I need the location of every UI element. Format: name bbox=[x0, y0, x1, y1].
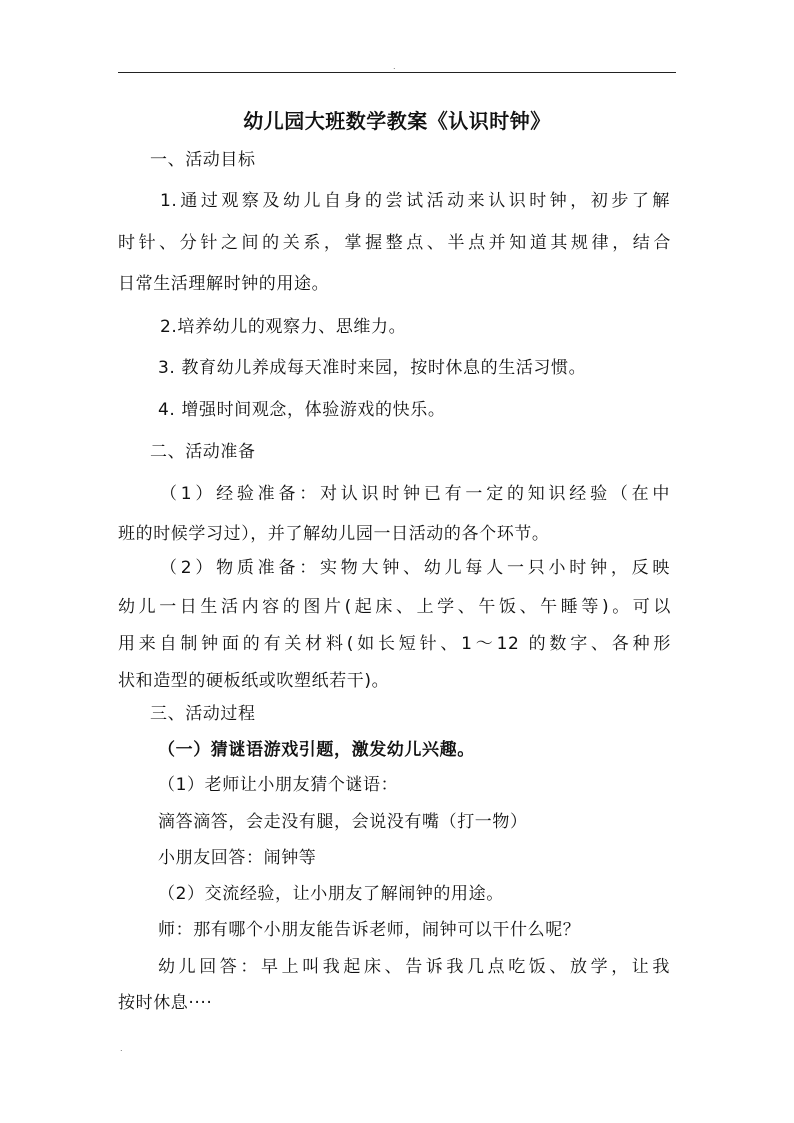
prep-1-line-2: 班的时候学习过），并了解幼儿园一日活动的各个环节。 bbox=[118, 524, 550, 544]
section-heading-prep: 二、活动准备 bbox=[150, 442, 256, 462]
process-subheading-1: （一）猜谜语游戏引题，激发幼儿兴趣。 bbox=[158, 740, 475, 760]
goal-2: 2.培养幼儿的观察力、思维力。 bbox=[160, 317, 407, 337]
process-teacher-question: 师：那有哪个小朋友能告诉老师，闹钟可以干什么呢？ bbox=[158, 920, 581, 940]
goal-1-line-1: 1.通过观察及幼儿自身的尝试活动来认识时钟，初步了解 bbox=[160, 191, 670, 211]
section-heading-goals: 一、活动目标 bbox=[150, 150, 256, 170]
goal-1-line-2: 时针、分针之间的关系，掌握整点、半点并知道其规律，结合 bbox=[118, 233, 671, 253]
process-child-answer-line-1: 幼儿回答：早上叫我起床、告诉我几点吃饭、放学，让我 bbox=[158, 957, 670, 977]
footer-mark: . bbox=[120, 1044, 123, 1053]
section-heading-process: 三、活动过程 bbox=[150, 704, 256, 724]
header-mark: . bbox=[393, 62, 396, 71]
goal-3: 3. 教育幼儿养成每天准时来园，按时休息的生活习惯。 bbox=[158, 358, 587, 378]
goal-4: 4. 增强时间观念，体验游戏的快乐。 bbox=[158, 400, 446, 420]
header-rule bbox=[118, 72, 676, 73]
process-child-answer-line-2: 按时休息···· bbox=[118, 993, 213, 1013]
prep-2-line-2: 幼儿一日生活内容的图片(起床、上学、午饭、午睡等)。可以 bbox=[118, 597, 671, 617]
process-step-1: （1）老师让小朋友猜个谜语： bbox=[158, 775, 399, 795]
prep-1-line-1: （1）经验准备：对认识时钟已有一定的知识经验（在中 bbox=[160, 484, 670, 504]
process-riddle: 滴答滴答，会走没有腿，会说没有嘴（打一物） bbox=[158, 812, 528, 832]
prep-2-line-4: 状和造型的硬板纸或吹塑纸若干)。 bbox=[118, 671, 390, 691]
prep-2-line-3: 用来自制钟面的有关材料(如长短针、1～12 的数字、各种形 bbox=[118, 634, 671, 654]
goal-1-line-3: 日常生活理解时钟的用途。 bbox=[118, 274, 330, 294]
process-step-2: （2）交流经验，让小朋友了解闹钟的用途。 bbox=[158, 884, 504, 904]
prep-2-line-1: （2）物质准备：实物大钟、幼儿每人一只小时钟，反映 bbox=[160, 558, 670, 578]
process-answer: 小朋友回答：闹钟等 bbox=[158, 848, 317, 868]
document-title: 幼儿园大班数学教案《认识时钟》 bbox=[243, 109, 551, 133]
